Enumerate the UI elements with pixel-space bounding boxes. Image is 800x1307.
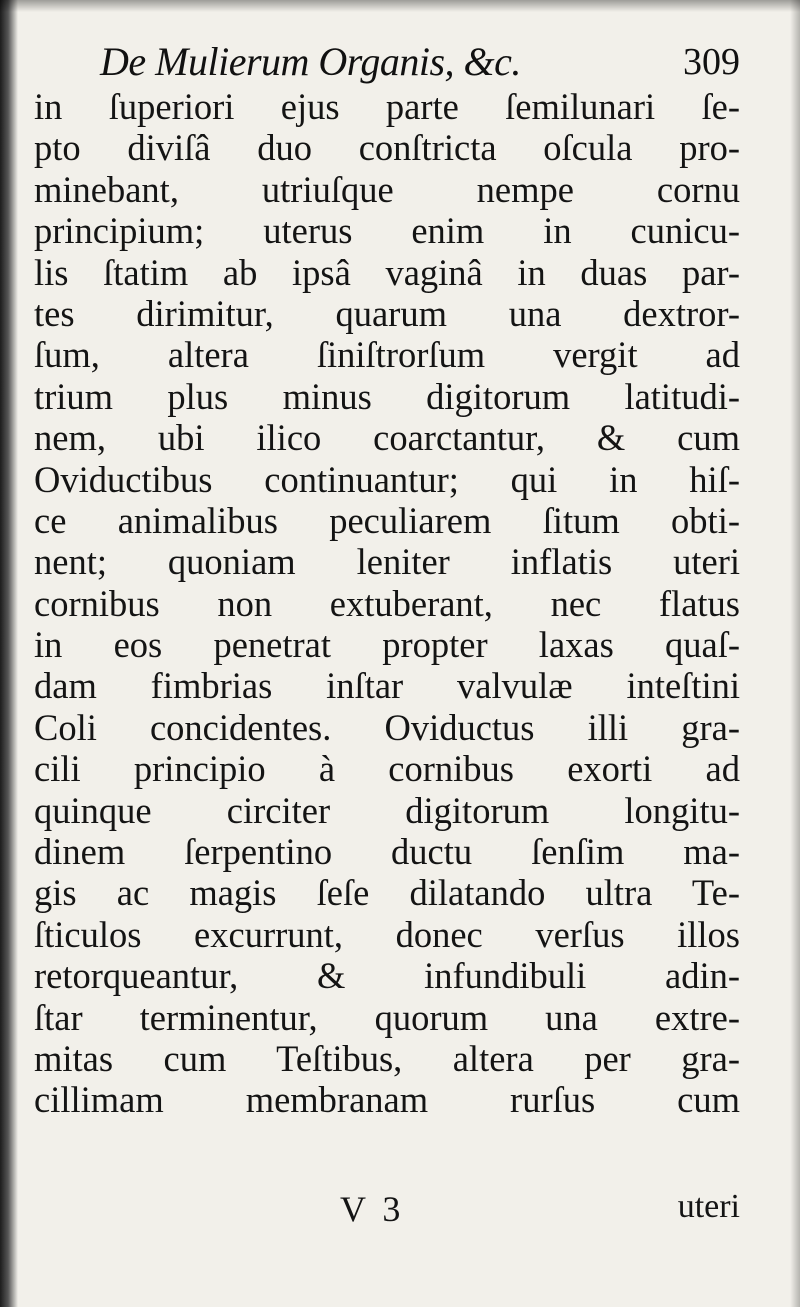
- text-line: lis ſtatim ab ipsâ vaginâ in duas par-: [34, 251, 740, 293]
- text-line: ſticulos excurrunt, donec verſus illos: [34, 913, 740, 955]
- catchword: uteri: [677, 1188, 740, 1225]
- text-line: ce animalibus peculiarem ſitum obti-: [34, 499, 740, 541]
- text-line: mitas cum Teſtibus, altera per gra-: [34, 1037, 740, 1079]
- text-line: ſtar terminentur, quorum una extre-: [34, 996, 740, 1038]
- signature-mark: V 3: [340, 1189, 405, 1229]
- text-line: dinem ſerpentino ductu ſenſim ma-: [34, 831, 740, 873]
- running-title: De Mulierum Organis, &c.: [100, 39, 521, 84]
- text-line: Oviductibus continuantur; qui in hiſ-: [34, 458, 740, 500]
- page-right-shadow: [790, 0, 800, 1307]
- text-line: Coli concidentes. Oviductus illi gra-: [34, 706, 740, 748]
- text-line: gis ac magis ſeſe dilatando ultra Te-: [34, 872, 740, 914]
- text-line: cillimam membranam rurſus cum: [34, 1079, 740, 1121]
- text-line: nem, ubi ilico coarctantur, & cum: [34, 417, 740, 459]
- text-line: pto diviſâ duo conſtricta oſcula pro-: [34, 127, 740, 169]
- text-line: in ſuperiori ejus parte ſemilunari ſe-: [34, 86, 740, 127]
- text-line: principium; uterus enim in cunicu-: [34, 210, 740, 252]
- page-top-shadow: [0, 0, 800, 12]
- text-line: tes dirimitur, quarum una dextror-: [34, 292, 740, 334]
- text-line: retorqueantur, & infundibuli adin-: [34, 955, 740, 997]
- text-line: dam fimbrias inſtar valvulæ inteſtini: [34, 665, 740, 707]
- text-line: trium plus minus digitorum latitudi-: [34, 375, 740, 417]
- text-line: minebant, utriuſque nempe cornu: [34, 168, 740, 210]
- page-gutter-shadow: [0, 0, 18, 1307]
- text-line: cornibus non extuberant, nec flatus: [34, 582, 740, 624]
- text-line: nent; quoniam leniter inflatis uteri: [34, 541, 740, 583]
- text-line: quinque circiter digitorum longitu-: [34, 789, 740, 831]
- page-footer: [34, 1188, 740, 1230]
- body-text: [34, 86, 740, 1121]
- text-line: ſum, altera ſiniſtrorſum vergit ad: [34, 334, 740, 376]
- text-line: cili principio à cornibus exorti ad: [34, 748, 740, 790]
- text-line: in eos penetrat propter laxas quaſ-: [34, 624, 740, 666]
- page-number: 309: [683, 41, 740, 83]
